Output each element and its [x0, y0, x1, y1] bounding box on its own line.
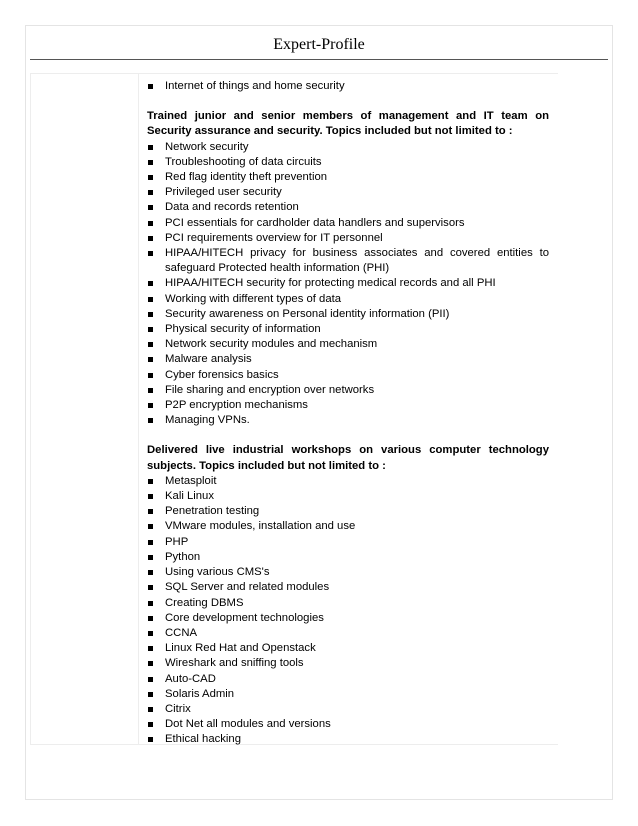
top-list — [147, 79, 549, 94]
document-content — [147, 79, 549, 748]
list-item: Dot Net all modules and versions — [147, 717, 549, 732]
list-item: HIPAA/HITECH privacy for business associates and covered entities to safeguard Protected health information (PHI) — [147, 246, 549, 276]
list-item: Data and records retention — [147, 200, 549, 215]
table-column-divider — [138, 73, 139, 744]
table-border-left — [30, 73, 31, 744]
list-item: Penetration testing — [147, 504, 549, 519]
list-item: Managing VPNs. — [147, 413, 549, 428]
list-item: Metasploit — [147, 474, 549, 489]
list-item: PCI essentials for cardholder data handlers and supervisors — [147, 216, 549, 231]
training-intro: Trained junior and senior members of management and IT team on Security assurance and security. Topics included but not limited to : — [147, 110, 549, 138]
list-item: Using various CMS's — [147, 565, 549, 580]
list-item: Troubleshooting of data circuits — [147, 155, 549, 170]
list-item: SQL Server and related modules — [147, 580, 549, 595]
table-border-top — [30, 73, 558, 74]
list-item: Malware analysis — [147, 352, 549, 367]
workshop-topics-list — [147, 474, 549, 748]
list-item: PCI requirements overview for IT personnel — [147, 231, 549, 246]
list-item: Core development technologies — [147, 611, 549, 626]
list-item: Creating DBMS — [147, 596, 549, 611]
page-title: Expert-Profile — [273, 36, 365, 53]
list-item: Citrix — [147, 702, 549, 717]
list-item: File sharing and encryption over networks — [147, 383, 549, 398]
list-item: Linux Red Hat and Openstack — [147, 641, 549, 656]
list-item: P2P encryption mechanisms — [147, 398, 549, 413]
list-item: Ethical hacking — [147, 732, 549, 747]
list-item: Auto-CAD — [147, 672, 549, 687]
list-item: Cyber forensics basics — [147, 368, 549, 383]
list-item: CCNA — [147, 626, 549, 641]
training-topics-list — [147, 140, 549, 429]
list-item: Security awareness on Personal identity information (PII) — [147, 307, 549, 322]
list-item: Physical security of information — [147, 322, 549, 337]
spacer — [147, 428, 549, 443]
list-item: Internet of things and home security — [147, 79, 549, 94]
list-item: Privileged user security — [147, 185, 549, 200]
workshops-intro: Delivered live industrial workshops on various computer technology subjects. Topics included but not limited to : — [147, 444, 549, 472]
list-item: Python — [147, 550, 549, 565]
list-item: Wireshark and sniffing tools — [147, 656, 549, 671]
list-item: Solaris Admin — [147, 687, 549, 702]
spacer — [147, 94, 549, 109]
list-item: PHP — [147, 535, 549, 550]
list-item: HIPAA/HITECH security for protecting medical records and all PHI — [147, 276, 549, 291]
list-item: Network security — [147, 140, 549, 155]
list-item: Red flag identity theft prevention — [147, 170, 549, 185]
list-item: Working with different types of data — [147, 292, 549, 307]
title-rule — [30, 59, 608, 60]
list-item: Network security modules and mechanism — [147, 337, 549, 352]
list-item: Kali Linux — [147, 489, 549, 504]
list-item: VMware modules, installation and use — [147, 519, 549, 534]
